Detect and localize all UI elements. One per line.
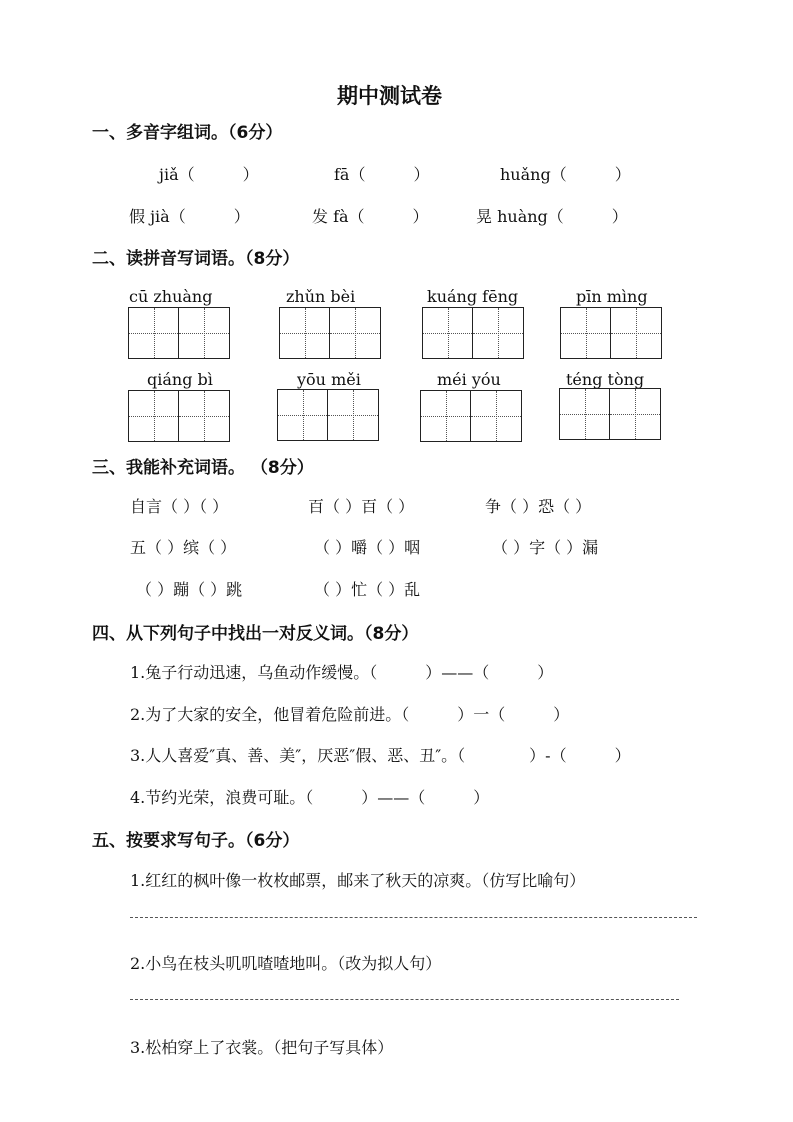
polyphone-item: huǎng（ ） <box>500 165 631 184</box>
answer-line[interactable] <box>130 917 697 918</box>
writing-grid[interactable] <box>128 390 230 442</box>
pinyin-label: zhǔn bèi <box>286 287 356 306</box>
pinyin-label: yōu měi <box>297 370 361 389</box>
antonym-question: 4.节约光荣，浪费可耻。（ ）——（ ） <box>130 788 490 807</box>
pinyin-label: qiáng bì <box>147 370 213 389</box>
writing-grid[interactable] <box>128 307 230 359</box>
writing-grid[interactable] <box>422 307 524 359</box>
section-heading-3: 三、我能补充词语。 （8分） <box>92 458 314 478</box>
writing-grid[interactable] <box>420 390 522 442</box>
antonym-question: 2.为了大家的安全，他冒着危险前进。（ ）一（ ） <box>130 705 570 724</box>
antonym-question: 3.人人喜爱″真、善、美″，厌恶″假、恶、丑″。（ ）-（ ） <box>130 746 631 765</box>
sentence-question: 2.小鸟在枝头叽叽喳喳地叫。（改为拟人句） <box>130 954 442 973</box>
section-heading-2: 二、读拼音写词语。（8分） <box>92 249 300 269</box>
idiom-item: （ ）忙（ ）乱 <box>314 580 421 599</box>
idiom-item: 五（ ）缤（ ） <box>130 538 237 557</box>
section-heading-5: 五、按要求写句子。（6分） <box>92 831 300 851</box>
pinyin-label: téng tòng <box>566 370 645 389</box>
idiom-item: 自言（ ）（ ） <box>130 497 229 516</box>
pinyin-label: méi yóu <box>437 370 501 389</box>
sentence-question: 3.松柏穿上了衣裳。（把句子写具体） <box>130 1038 394 1057</box>
writing-grid[interactable] <box>279 307 381 359</box>
idiom-item: （ ）蹦（ ）跳 <box>136 580 243 599</box>
polyphone-item: 晃 huàng（ ） <box>476 207 628 226</box>
section-heading-4: 四、从下列句子中找出一对反义词。（8分） <box>92 624 419 644</box>
polyphone-item: 发 fà（ ） <box>312 207 429 226</box>
idiom-item: （ ）嚼（ ）咽 <box>314 538 421 557</box>
polyphone-item: jiǎ（ ） <box>159 165 259 184</box>
sentence-question: 1.红红的枫叶像一枚枚邮票，邮来了秋天的凉爽。（仿写比喻句） <box>130 871 586 890</box>
page-title: 期中测试卷 <box>337 84 442 108</box>
pinyin-label: pīn mìng <box>576 287 648 306</box>
idiom-item: 百（ ）百（ ） <box>308 497 415 516</box>
pinyin-label: kuáng fēng <box>427 287 519 306</box>
writing-grid[interactable] <box>277 389 379 441</box>
pinyin-label: cū zhuàng <box>129 287 213 306</box>
polyphone-item: 假 jià（ ） <box>129 207 250 226</box>
idiom-item: （ ）字（ ）漏 <box>492 538 599 557</box>
writing-grid[interactable] <box>560 307 662 359</box>
polyphone-item: fā（ ） <box>334 165 430 184</box>
writing-grid[interactable] <box>559 388 661 440</box>
antonym-question: 1.兔子行动迅速，乌鱼动作缓慢。（ ）——（ ） <box>130 663 554 682</box>
section-heading-1: 一、多音字组词。（6分） <box>92 123 283 143</box>
idiom-item: 争（ ）恐（ ） <box>485 497 592 516</box>
answer-line[interactable] <box>130 999 679 1000</box>
